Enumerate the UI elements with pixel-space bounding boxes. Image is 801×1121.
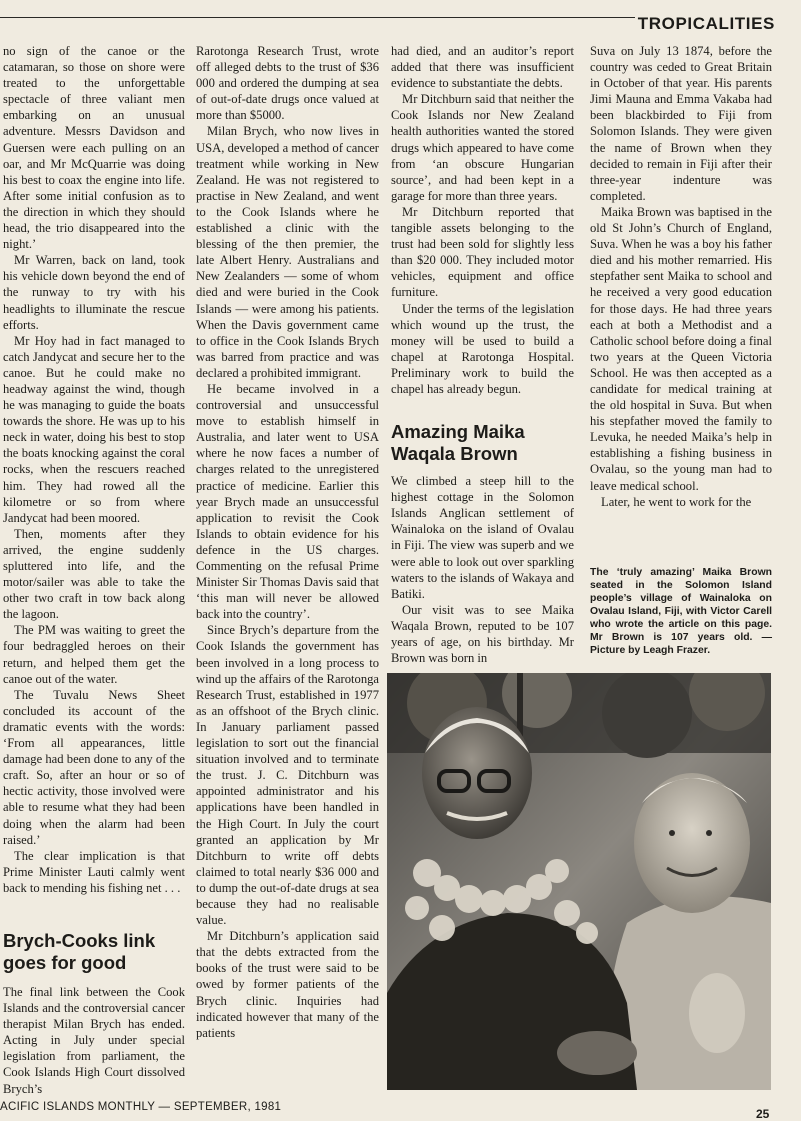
paragraph: The PM was waiting to greet the four bedraggled heroes on their return, and helped them get the canoe out of the water.	[3, 623, 185, 686]
photo-illustration	[387, 673, 771, 1090]
column-4	[590, 43, 772, 510]
paragraph: Mr Hoy had in fact managed to catch Jandycat and secure her to the canoe. But he could make no headway against the wind, though he was managing to guide the boats towards the shore. He was up to his neck in water, doing his best to stop the boats knocking against the coral rocks, when the rescuers reached him. They had rowed all the kilometre or so from where Jandycat had been moored.	[3, 333, 185, 525]
paragraph: Mr Ditchburn said that neither the Cook Islands nor New Zealand health authorities wanted the stored drugs which appeared to have come from ‘an obscure Hungarian source’, and had been kept in a garage for more than three years.	[391, 92, 574, 203]
header-rule	[0, 17, 635, 18]
paragraph: Our visit was to see Maika Waqala Brown, reputed to be 107 years of age, on his birthday. Mr Brown was born in	[391, 602, 574, 666]
paragraph: The Tuvalu News Sheet concluded its account of the dramatic events with the words: ‘From all appearances, little damage had been done to any of the craft. So, after an hour or so of hectic activity, those involved were able to resume what they had been doing when the alarm had been raised.’	[3, 687, 185, 847]
paragraph: Since Brych’s departure from the Cook Islands the government has been involved in a long process to wind up the affairs of the Rarotonga Research Trust, established in 1977 as an offshoot of the Brych clinic. In January parliament passed legislation to sort out the financial situation involved and to terminate the trust. J. C. Ditchburn was appointed administrator and his applications have been handled in the High Court. In July the court granted an application by Mr Ditchburn to write off debts claimed to total nearly $36 000 and to dump the out-of-date drugs at sea because they had no realisable value.	[196, 623, 379, 928]
paragraph: The final link between the Cook Islands and the controversial cancer therapist Milan Brych has ended. Acting in July under special legislation from parliament, the Cook Islands High Court dissolved Brych’s	[3, 984, 185, 1096]
paragraph: We climbed a steep hill to the highest cottage in the Solomon Islands Anglican settlement of Wainaloka on the island of Ovalau in Fiji. The view was superb and we were able to look out over sparkling waters to the islands of Wakaya and Batiki.	[391, 474, 574, 601]
paragraph: Under the terms of the legislation which wound up the trust, the money will be used to build a chapel at Rarotonga Hospital. Preliminary work to build the chapel has already begun.	[391, 301, 574, 396]
photo-caption: The ‘truly amazing’ Maika Brown seated in the Solomon Island people’s village of Wainaloka on Ovalau Island, Fiji, with Victor Carell who wrote the article on this page. Mr Brown is 107 years old. — Picture by Leagh Frazer.	[590, 567, 772, 656]
paragraph: The clear implication is that Prime Minister Lauti calmly went back to mending his fishing net . . .	[3, 848, 185, 895]
paragraph: He became involved in a controversial and unsuccessful move to establish himself in Australia, and later went to USA where he now faces a number of charges related to the unregistered practice of medicine. Earlier this year Brych made an unsuccessful application to revisit the Cook Islands to obtain evidence for his defence in the US charges. Commenting on the refusal Prime Minister Sir Thomas Davis said that ‘this man will never be allowed back into the country’.	[196, 381, 379, 622]
paragraph: Then, moments after they arrived, the engine suddenly spluttered into life, and the motor/sailer was able to take the other two craft in tow back along the lagoon.	[3, 526, 185, 622]
paragraph: Mr Ditchburn reported that tangible assets belonging to the trust had been sold for slightly less than $20 000. They included motor vehicles, equipment and office furniture.	[391, 204, 574, 300]
column-2	[196, 43, 379, 1041]
paragraph: had died, and an auditor’s report added that there was insufficient evidence to substantiate the debts.	[391, 44, 574, 91]
footer-publication-line: ACIFIC ISLANDS MONTHLY — SEPTEMBER, 1981	[0, 1101, 282, 1113]
paragraph: no sign of the canoe or the catamaran, so those on shore were treated to the unforgettable spectacle of three valiant men embarking on an unusual adventure. Messrs Davidson and Guersen were each pulling on an oar, and Mr McQuarrie was doing his best to coax the engine into life. After some initial confusion as to the direction in which they should head, the trio disappeared into the night.’	[3, 44, 185, 252]
section-title: TROPICALITIES	[637, 14, 775, 33]
article-headline-maika: Amazing Maika Waqala Brown	[391, 421, 525, 465]
paragraph: Maika Brown was baptised in the old St John’s Church of England, Suva. When he was a boy his father died and his mother remarried. His stepfather sent Maika to school and he received a very good education for those days. He had three years each at both a Methodist and a Catholic school before doing a final two years at the Queen Victoria School. He was then accepted as a candidate for medical training at the old hospital in Suva. But when his stepfather moved the family to Levuka, he needed Maika’s help in establishing a fishing business in Ovalau, so the young man had to leave medical school.	[590, 204, 772, 493]
paragraph: Mr Ditchburn’s application said that the debts extracted from the books of the trust were said to be owed by former patients of the Brych clinic. Inquiries had indicated however that many of the patients	[196, 929, 379, 1040]
page-number: 25	[756, 1107, 770, 1121]
paragraph: Rarotonga Research Trust, wrote off alleged debts to the trust of $36 000 and ordered the dumping at sea of out-of-date drugs once valued at more than $5000.	[196, 44, 379, 123]
article-headline-brych: Brych-Cooks link goes for good	[3, 929, 156, 973]
column-1	[3, 43, 185, 1097]
paragraph: Mr Warren, back on land, took his vehicle down beyond the end of the runway to try with his headlights to illuminate the rescue efforts.	[3, 253, 185, 332]
photo-maika-brown-and-victor-carell	[387, 673, 771, 1090]
paragraph: Suva on July 13 1874, before the country was ceded to Great Britain in October of that year. His parents Jimi Mauna and Emma Vakaba had been blackbirded to Fiji from Solomon Islands. They were given the name of Brown when they decided to remain in Fiji after their three-year indenture was completed.	[590, 44, 772, 203]
column-3	[391, 43, 574, 666]
paragraph: Milan Brych, who now lives in USA, developed a method of cancer treatment while working in New Zealand. He was not registered to practise in New Zealand, and went to the Cook Islands where he established a clinic with the blessing of the then premier, the late Albert Henry. Australians and New Zealanders — some of whom died and were buried in the Cook Islands — were among his patients. When the Davis government came to office in the Cook Islands Brych was barred from practice and was declared a prohibited immigrant.	[196, 124, 379, 380]
paragraph: Later, he went to work for the	[601, 494, 752, 509]
